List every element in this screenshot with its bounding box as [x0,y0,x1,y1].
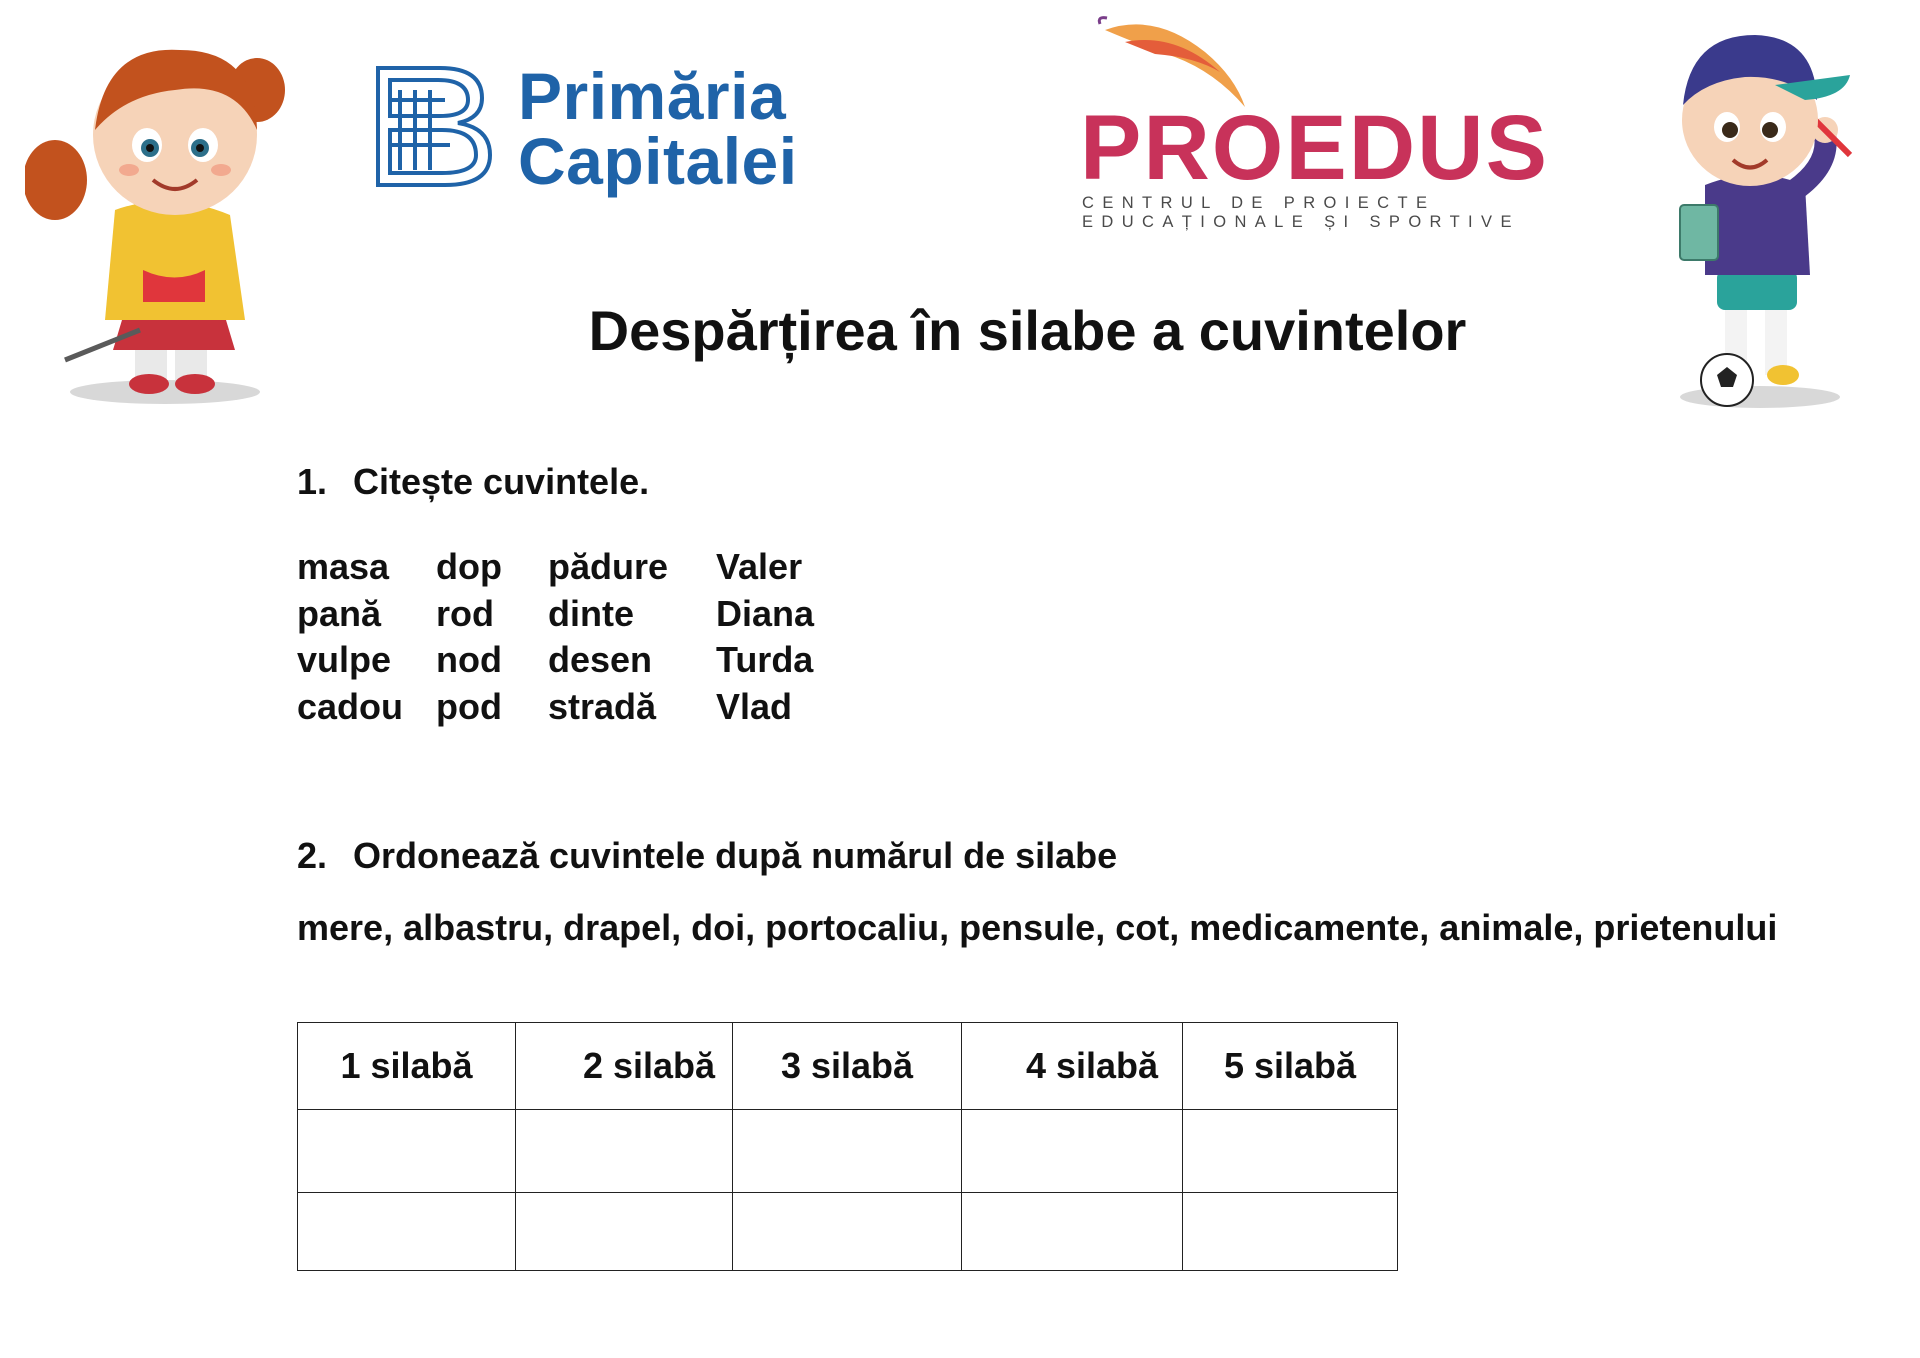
table-header-row [298,1023,1398,1110]
word-cell: masa [297,546,390,587]
proedus-tagline-line2: EDUCAȚIONALE ȘI SPORTIVE [1082,213,1520,231]
word-cell: rod [436,592,494,634]
word-cell: stradă [548,685,657,727]
answer-cell[interactable] [298,1193,516,1271]
table-header-5-syllables: 5 silabă [1183,1023,1398,1110]
answer-cell[interactable] [962,1110,1183,1193]
proedus-logo [1070,12,1549,231]
table-header-4-syllables: 4 silabă [962,1023,1183,1110]
word-row [297,684,856,731]
table-row [298,1193,1398,1271]
answer-cell[interactable] [1183,1193,1398,1271]
table-header-1-syllable: 1 silabă [298,1023,516,1110]
word-cell: cadou [297,685,404,727]
word-cell: vulpe [297,639,392,680]
word-row [297,591,856,638]
answer-cell[interactable] [962,1193,1183,1271]
answer-cell[interactable] [733,1193,962,1271]
proedus-tagline-line1: CENTRUL DE PROIECTE [1082,194,1436,212]
primaria-capitalei-logo [370,60,830,210]
answer-cell[interactable] [1183,1110,1398,1193]
answer-cell[interactable] [298,1110,516,1193]
exercise2-heading [297,834,1117,878]
table-header-2-syllables: 2 silabă [516,1023,733,1110]
proedus-wordmark: PROEDUS [1080,97,1549,199]
exercise1-number: 1. [297,461,328,502]
word-cell: Turda [716,639,814,680]
word-cell: dop [436,546,502,587]
exercise1-instruction: Citește cuvintele. [353,461,650,502]
word-cell: pădure [548,546,669,587]
word-cell: Diana [716,592,815,634]
primaria-emblem-icon [370,60,510,190]
primaria-logo-line1: Primăria [518,59,787,133]
word-cell: dinte [548,592,634,634]
word-row [297,544,856,591]
answer-cell[interactable] [516,1193,733,1271]
answer-cell[interactable] [516,1110,733,1193]
exercise2-number: 2. [297,835,328,876]
answer-cell[interactable] [733,1110,962,1193]
word-cell: Vlad [716,685,793,727]
word-cell: desen [548,639,653,680]
exercise2-word-list: mere, albastru, drapel, doi, portocaliu, pensule, cot, medicamente, animale, prietenului [297,907,1778,948]
exercise1-heading [297,460,649,504]
word-row [297,637,856,684]
word-cell: pană [297,592,382,634]
word-cell: nod [436,639,502,680]
exercise1-word-grid [297,544,856,730]
exercise2-instruction: Ordonează cuvintele după numărul de silabe [353,835,1118,876]
syllable-table [297,1022,1398,1271]
word-cell: Valer [716,546,803,587]
table-header-3-syllables: 3 silabă [733,1023,962,1110]
page-title: Despărțirea în silabe a cuvintelor [588,299,1467,362]
word-cell: pod [436,685,502,727]
table-row [298,1110,1398,1193]
primaria-logo-line2: Capitalei [518,124,798,198]
